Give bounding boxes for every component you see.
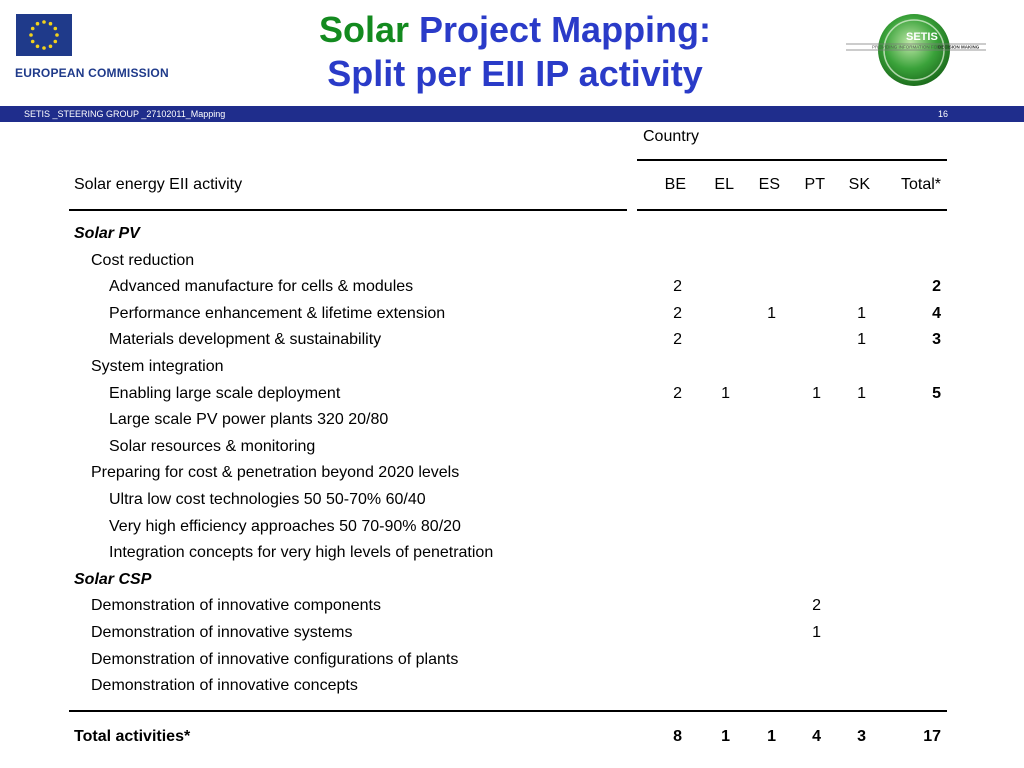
activity-column-header: Solar energy EII activity bbox=[74, 176, 243, 193]
page-title bbox=[220, 8, 810, 96]
cell-be: 2 bbox=[673, 278, 682, 296]
activity-label: Very high efficiency approaches 50 70-90% 80/20 bbox=[109, 517, 461, 535]
eu-star-icon bbox=[36, 45, 40, 49]
band-left-text: SETIS _STEERING GROUP _27102011_Mapping bbox=[24, 109, 226, 119]
table-row bbox=[0, 302, 1024, 328]
cell-sk: 1 bbox=[857, 331, 866, 349]
header-band bbox=[0, 106, 1024, 122]
table-row bbox=[0, 328, 1024, 354]
activity-label: Demonstration of innovative systems bbox=[91, 624, 353, 641]
eu-flag-logo bbox=[16, 14, 72, 56]
cell-pt: 2 bbox=[812, 597, 821, 615]
cell-pt: 1 bbox=[812, 624, 821, 641]
cell-sk: 1 bbox=[857, 384, 866, 402]
table-row bbox=[0, 621, 1024, 647]
column-header-es: ES bbox=[758, 176, 780, 193]
eu-star-icon bbox=[42, 46, 46, 50]
eu-star-icon bbox=[31, 40, 35, 44]
activity-label: Integration concepts for very high levels of penetration bbox=[109, 544, 494, 562]
total-cell-total: 17 bbox=[923, 728, 941, 745]
table-row bbox=[0, 674, 1024, 700]
total-cell-be: 8 bbox=[673, 728, 682, 745]
total-rule bbox=[69, 710, 947, 712]
cell-es: 1 bbox=[767, 304, 776, 322]
cell-total: 2 bbox=[932, 278, 941, 296]
activity-label: Enabling large scale deployment bbox=[109, 384, 341, 402]
cell-total: 5 bbox=[932, 384, 941, 402]
column-header-el: EL bbox=[714, 176, 734, 193]
total-cell-pt: 4 bbox=[812, 728, 821, 745]
column-header-total: Total* bbox=[900, 176, 941, 193]
setis-tagline-right: DECISION MAKING bbox=[938, 44, 980, 50]
activity-label: Solar resources & monitoring bbox=[109, 437, 316, 455]
title-line2: Split per EII IP activity bbox=[327, 53, 703, 94]
cell-sk: 1 bbox=[857, 304, 866, 322]
activity-label: Large scale PV power plants 320 20/80 bbox=[109, 411, 389, 429]
setis-logo bbox=[846, 10, 986, 90]
activity-label: Demonstration of innovative components bbox=[91, 597, 381, 615]
cell-total: 3 bbox=[932, 331, 941, 349]
eu-star-icon bbox=[54, 40, 58, 44]
cell-el: 1 bbox=[721, 384, 730, 402]
table-row bbox=[0, 488, 1024, 514]
table-row bbox=[0, 249, 1024, 275]
cell-total: 4 bbox=[932, 304, 941, 322]
column-header-pt: PT bbox=[804, 176, 825, 193]
header-rule-right bbox=[637, 209, 947, 211]
table-row bbox=[0, 515, 1024, 541]
table-row bbox=[0, 435, 1024, 461]
activity-label: Ultra low cost technologies 50 50-70% 60/40 bbox=[109, 491, 426, 508]
activity-label: Preparing for cost & penetration beyond 2020 levels bbox=[91, 464, 460, 482]
cell-be: 2 bbox=[673, 331, 682, 349]
table-row bbox=[0, 594, 1024, 620]
cell-be: 2 bbox=[673, 384, 682, 402]
cell-pt: 1 bbox=[812, 384, 821, 402]
country-rule bbox=[637, 159, 947, 161]
eu-star-icon bbox=[49, 22, 53, 26]
section-row bbox=[0, 222, 1024, 248]
setis-tagline-left: PROVIDING INFORMATION FOR bbox=[872, 44, 941, 50]
activity-label: Materials development & sustainability bbox=[109, 331, 382, 349]
section-label: Solar PV bbox=[74, 225, 140, 242]
activity-label: Demonstration of innovative concepts bbox=[91, 677, 358, 695]
setis-logo-text: SETIS bbox=[906, 31, 938, 43]
total-cell-sk: 3 bbox=[857, 728, 866, 745]
table-row bbox=[0, 541, 1024, 567]
eu-star-icon bbox=[36, 22, 40, 26]
total-row bbox=[0, 725, 1024, 751]
title-rest-line1: Project Mapping: bbox=[409, 9, 712, 50]
table-row bbox=[0, 382, 1024, 408]
table-row bbox=[0, 355, 1024, 381]
table-row bbox=[0, 275, 1024, 301]
total-label: Total activities* bbox=[74, 728, 191, 745]
activity-label: System integration bbox=[91, 358, 224, 375]
country-group-header: Country bbox=[643, 128, 700, 145]
header-rule-left bbox=[69, 209, 627, 211]
slide-number: 16 bbox=[937, 109, 948, 119]
table-row bbox=[0, 648, 1024, 674]
total-cell-el: 1 bbox=[721, 728, 730, 745]
eu-star-icon bbox=[29, 33, 33, 37]
title-word-solar: Solar bbox=[318, 9, 410, 50]
activity-label: Advanced manufacture for cells & modules bbox=[109, 278, 414, 296]
table-row bbox=[0, 461, 1024, 487]
activity-label: Performance enhancement & lifetime extension bbox=[109, 304, 446, 322]
activity-label: Demonstration of innovative configurations of plants bbox=[91, 650, 459, 668]
column-header-sk: SK bbox=[848, 176, 870, 193]
section-label: Solar CSP bbox=[74, 570, 152, 588]
eu-star-icon bbox=[55, 33, 59, 37]
cell-be: 2 bbox=[673, 304, 682, 322]
eu-star-icon bbox=[54, 27, 58, 31]
eu-star-icon bbox=[49, 45, 53, 49]
activity-label: Cost reduction bbox=[91, 251, 195, 269]
total-cell-es: 1 bbox=[767, 728, 776, 745]
column-header-be: BE bbox=[664, 176, 686, 193]
org-label: EUROPEAN COMMISSION bbox=[15, 66, 169, 80]
section-row bbox=[0, 568, 1024, 594]
eu-star-icon bbox=[31, 27, 35, 31]
table-row bbox=[0, 408, 1024, 434]
eu-star-icon bbox=[42, 20, 46, 24]
